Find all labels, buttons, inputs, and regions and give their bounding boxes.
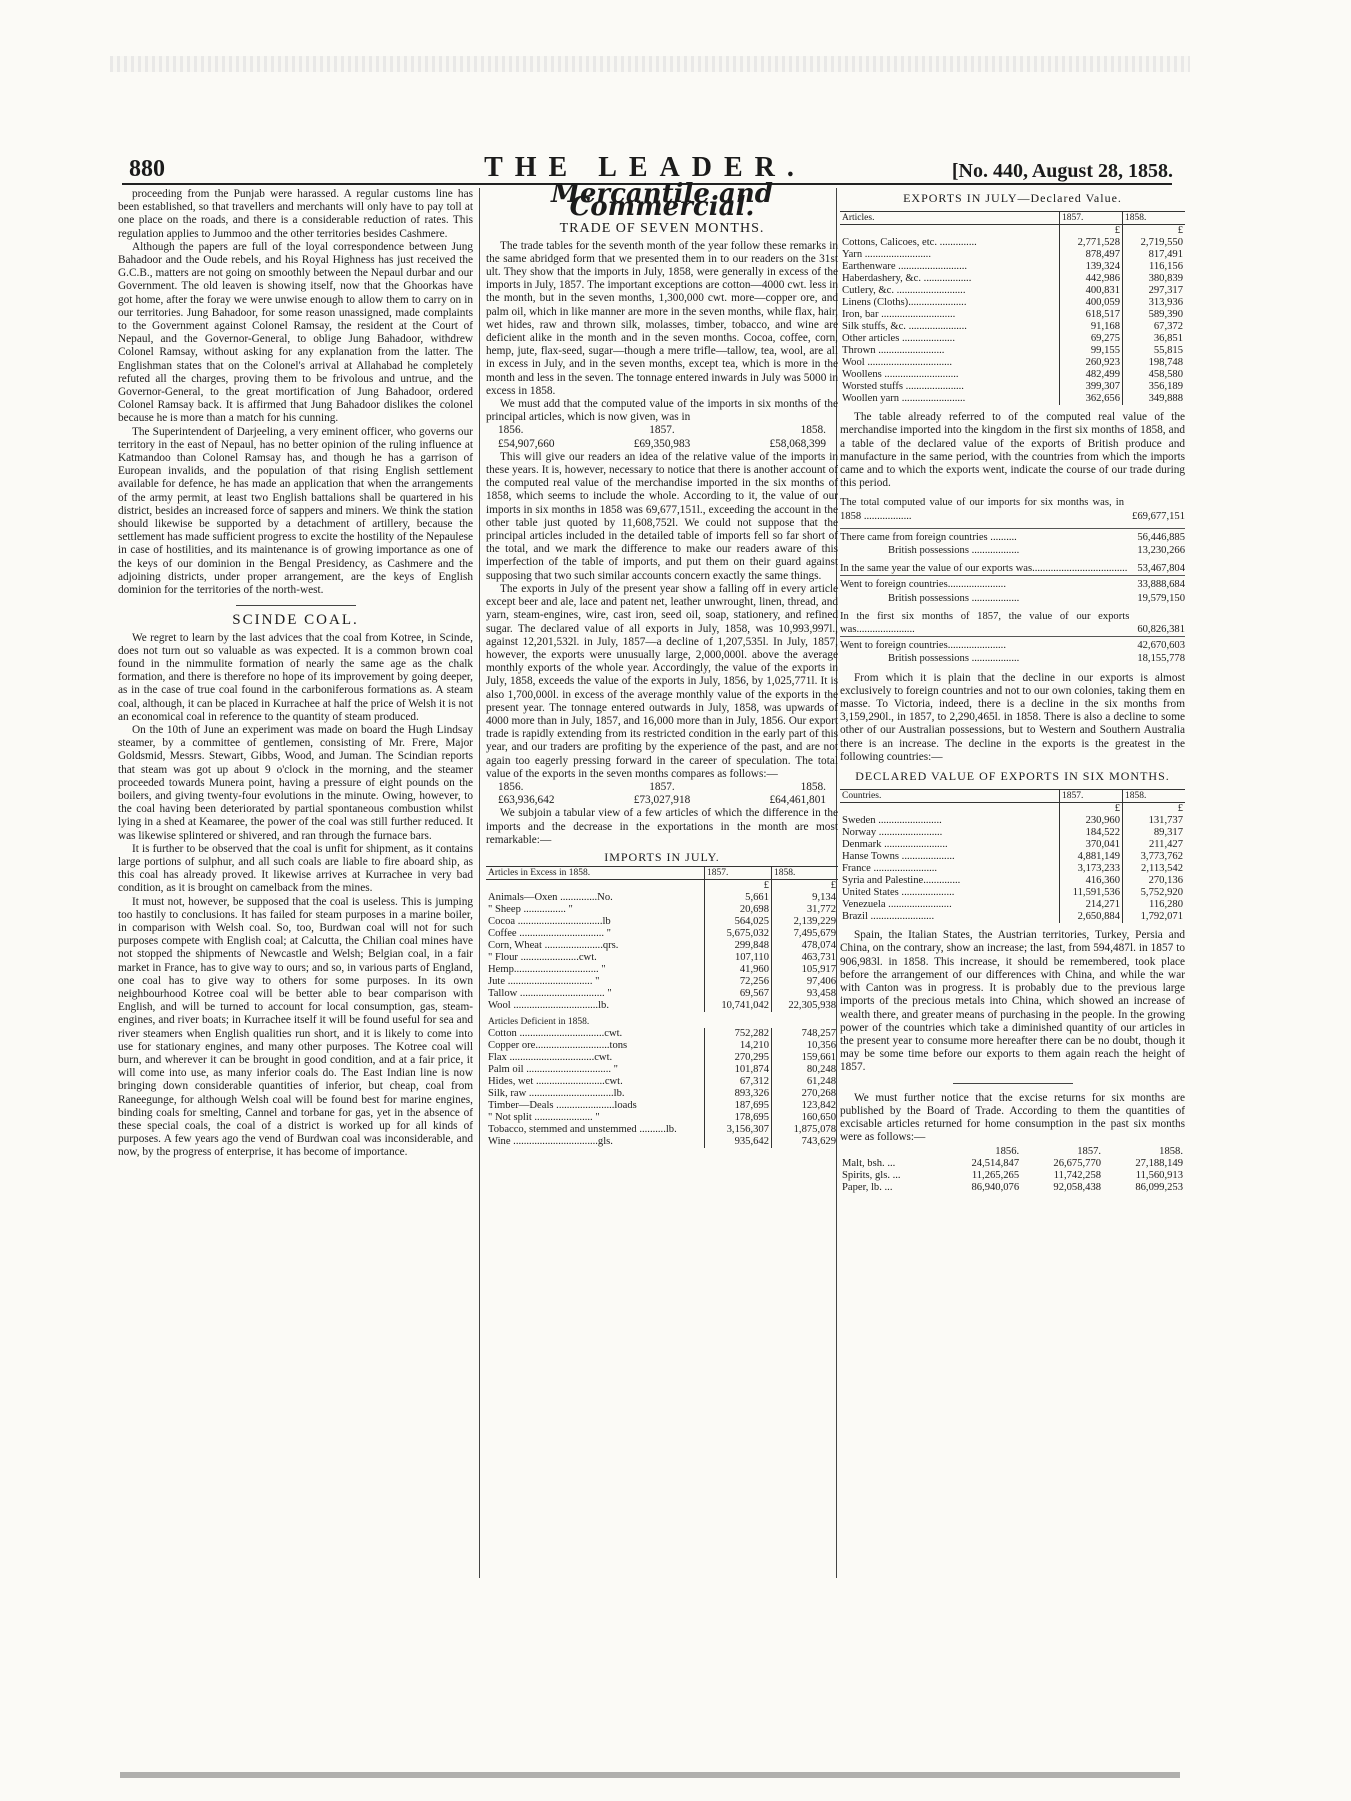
account-value: £69,677,151 [1132,510,1185,522]
row-label: Cutlery, &c. .......................... [842,285,966,297]
table-row [840,357,1185,369]
imports-table-title: IMPORTS IN JULY. [604,849,720,864]
cell-value: 1,875,078 [772,1124,839,1136]
cell-value: 589,390 [1123,309,1186,321]
cell-value: 748,257 [772,1028,839,1040]
table-row [840,369,1185,381]
cell-value: 116,156 [1123,261,1186,273]
cell-value: 80,248 [772,1064,839,1076]
table-row [486,1064,838,1076]
table-row [486,928,838,940]
cell-value: 442,986 [1060,273,1123,285]
excise-table [840,1146,1185,1194]
page-number: 880 [129,156,165,182]
paragraph: The exports in July of the present year show a falling off in every article except beer and ale, lace and patent net, leather unwrought, linen, thread, and yarn, steam-engines, wire, cast iron, seed oil, soap, stationery, and refined sugar. The declared value of all exports in July, 1858, was 10,993,997l., against 12,201,532l. in July, 1857—a decline of 1,207,535l. In July, 1857, however, the exports were unusually large, 2,000,000l. above the average monthly exports of the whole year. Accordingly, the value of the exports in July, 1858, exceeds the value of the exports in July, 1856, by 1,025,771l. It is also 1,700,000l. in excess of the average monthly value of the exports in the present year. The tonnage entered outwards in July, 1858, was upwards of 4000 more than in July, 1857, and 16,000 more than in July, 1856. Our export trade is rapidly extending from its restricted condition in the early part of this year, and our traders are profiting by the experience of the past, and are not again too eagerly pressing forward in the career of speculation. The total value of the exports in the seven months compares as follows:— [486,582,838,780]
row-label: Jute ................................ " [488,976,600,988]
table-row [840,1170,1185,1182]
row-label: Wine ................................gls. [488,1136,613,1148]
table-row [486,964,838,976]
section-separator [953,1083,1073,1084]
cell-value: 178,695 [705,1112,772,1124]
cell-value: 4,881,149 [1060,851,1123,863]
cell-value: 91,168 [1060,321,1123,333]
row-label: Copper ore............................tons [488,1040,628,1052]
cell-value: 893,326 [705,1088,772,1100]
cell-value: 184,522 [1060,827,1123,839]
row-label: Paper, lb. ... [842,1182,893,1194]
table-row [840,309,1185,321]
cell-value: 230,960 [1060,815,1123,827]
cell-value: 11,560,913 [1135,1170,1183,1182]
cell-value: 27,188,149 [1135,1158,1183,1170]
excise-rows [840,1158,1185,1194]
pound-sign: £ [1060,225,1123,238]
table-row [840,237,1185,249]
account-label: British possessions .................. [888,653,1020,665]
row-label: Woollen yarn ........................ [842,393,966,405]
cell-value: 416,360 [1060,875,1123,887]
account-line [840,496,1185,522]
row-label: Coffee ................................ " [488,928,612,940]
value: £63,936,642 [498,794,555,807]
pound-sign: £ [705,880,772,893]
paragraph: We must further notice that the excise returns for six months are published by the Board of Trade. According to them the quantities of excisable articles returned for home consumption in the past six months were as follows:— [840,1091,1185,1144]
cell-value: 817,491 [1123,249,1186,261]
row-label: " Sheep ................ " [488,904,573,916]
table-row [486,952,838,964]
declared-table [840,789,1185,923]
cell-value: 198,748 [1123,357,1186,369]
account-value: 19,579,150 [1137,592,1185,604]
cell-value: 116,280 [1123,899,1186,911]
cell-value: 313,936 [1123,297,1186,309]
table-row [840,815,1185,827]
row-label: Wool ................................lb. [488,1000,609,1012]
cell-value: 362,656 [1060,393,1123,405]
row-label: Hanse Towns .................... [842,851,955,863]
table-row [486,916,838,928]
cell-value: 2,719,550 [1123,237,1186,249]
row-label: Denmark ........................ [842,839,948,851]
table-row [840,1182,1185,1194]
cell-value: 11,265,265 [971,1170,1020,1182]
cell-value: 2,650,884 [1060,911,1123,923]
account-label: Went to foreign countries...................... [840,579,1006,591]
table-row [840,249,1185,261]
cell-value: 482,499 [1060,369,1123,381]
paragraph: We regret to learn by the last advices that the coal from Kotree, in Scinde, does not turn out so valuable as was expected. It is a common brown coal found in the nimmulite formation of nearly the same age as the chalk formation, and there is therefore no hope of its improvement by going deeper, as in the case of true coal found in the carboniferous formations as. A steam coal, although, it can be placed in Kurrachee at half the price of Welsh it is not an economical coal in reference to the quantity of steam produced. [118,631,473,723]
account-label: Went to foreign countries...................... [840,640,1006,652]
table-row [486,1124,838,1136]
cell-value: 92,058,438 [1053,1182,1102,1194]
table-row [486,1000,838,1012]
exports-rows [840,237,1185,405]
table-row [486,1040,838,1052]
pound-sign: £ [1123,225,1186,238]
cell-value: 752,282 [705,1028,772,1040]
cell-value: 400,059 [1060,297,1123,309]
cell-value: 743,629 [772,1136,839,1148]
deficient-subheading: Articles Deficient in 1858. [488,1017,590,1028]
table-header: 1857. [705,867,772,880]
exports-table-title: EXPORTS IN JULY—Declared Value. [903,191,1122,205]
paragraph: We must add that the computed value of the imports in six months of the principal articles, which is now given, was in [486,398,838,424]
table-header: 1857. [1060,790,1123,803]
cell-value: 400,831 [1060,285,1123,297]
year: 1858. [800,780,826,793]
table-row [486,1136,838,1148]
cell-value: 61,248 [772,1076,839,1088]
row-label: Spirits, gls. ... [842,1170,901,1182]
account-value: 18,155,778 [1137,653,1185,665]
table-header: Countries. [840,790,1060,803]
exports-table [840,211,1185,405]
figures-years-exports [486,781,838,794]
paragraph: On the 10th of June an experiment was made on board the Hugh Lindsay steamer, by a committee of gentlemen, consisting of Mr. Frere, Major Goldsmid, Messrs. Stewart, Gibbs, Wood, and Juman. The Scindian reports that steam was got up about 9 o'clock in the morning, and the steamer proceeded towards Munera point, having a pressure of eight pounds on the boilers, and giving twenty-four evolutions in the minute. Owing, however, to the coal having been deteriorated by partial spontaneous combustion whilst lying in a shed at Keamaree, the power of the coal was still further reduced. It was likewise splintered or shivered, and ran through the furnace bars. [118,723,473,842]
newspaper-title: THE LEADER. [484,152,806,183]
paragraph: We subjoin a tabular view of a few articles of which the difference in the imports and the decrease in the exportations in the month are most remarkable:— [486,807,838,846]
row-label: Haberdashery, &c. .................. [842,273,972,285]
cell-value: 3,156,307 [705,1124,772,1136]
trade-heading: TRADE OF SEVEN MONTHS. [559,221,765,237]
issue-info: [No. 440, August 28, 1858. [951,160,1173,182]
paragraph: proceeding from the Punjab were harassed. A regular customs line has been established, so that travellers and merchants will only have to pay toll at one place on the roads, and there is a considerable reduction of rates. This regulation applies to Jummoo and the other territories besides Cashmere. [118,188,473,240]
account-line [840,636,1185,652]
figures-years-imports [486,424,838,437]
paragraph: From which it is plain that the decline in our exports is almost exclusively to foreign countries and not to our own colonies, taking them en masse. To Victoria, indeed, there is a decline in the six months from 3,159,290l., in 1857, to 2,290,465l. in 1858. There is also a decline to some other of our Australian possessions, but to Western and Southern Australia there is an increase. The decline in the exports is the greatest in the following countries:— [840,671,1185,763]
cell-value: 5,752,920 [1123,887,1186,899]
account-value: 56,446,885 [1137,531,1185,543]
scan-artifact-top [110,56,1190,72]
row-label: Tallow ................................ " [488,988,612,1000]
account-value: 13,230,266 [1137,545,1185,557]
account-label: British possessions .................. [888,592,1020,604]
cell-value: 105,917 [772,964,839,976]
row-label: " Not split ...................... " [488,1112,600,1124]
cell-value: 20,698 [705,904,772,916]
table-row [840,911,1185,923]
cell-value: 10,356 [772,1040,839,1052]
cell-value: 26,675,770 [1053,1158,1102,1170]
year: 1858. [800,424,826,437]
table-row [486,1088,838,1100]
row-label: Tobacco, stemmed and unstemmed ..........lb. [488,1124,677,1136]
account-line [840,610,1185,636]
imports-deficient-rows [486,1028,838,1148]
row-label: Flax ................................cwt. [488,1052,613,1064]
table-header: Articles. [840,212,1060,225]
row-label: " Flour ......................cwt. [488,952,597,964]
cell-value: 2,771,528 [1060,237,1123,249]
table-row [486,1052,838,1064]
cell-value: 463,731 [772,952,839,964]
account-line [840,544,1185,557]
cell-value: 5,675,032 [705,928,772,940]
figures-values-exports [486,794,838,807]
cell-value: 67,312 [705,1076,772,1088]
row-label: Syria and Palestine.............. [842,875,961,887]
section-blackletter-title: Mercantile and Commercial. [551,179,773,223]
col1-paragraphs [118,188,473,597]
figures-values-imports [486,438,838,451]
cell-value: 11,591,536 [1060,887,1123,899]
table-header: 1858. [772,867,839,880]
table-row [840,333,1185,345]
paragraph: The table already referred to of the computed real value of the merchandise imported into the kingdom in the first six months of 1858, and a table of the declared value of the exports of British produce and manufacture in the same period, with the countries from which the imports came and to which the exports went, indicate the course of our trade during this period. [840,411,1185,490]
row-label: Woollens ............................ [842,369,959,381]
table-row [840,887,1185,899]
column-divider-1 [479,188,480,1578]
cell-value: 93,458 [772,988,839,1000]
cell-value: 2,139,229 [772,916,839,928]
account-line [840,562,1185,575]
cell-value: 270,268 [772,1088,839,1100]
cell-value: 1,792,071 [1123,911,1186,923]
cell-value: 99,155 [1060,345,1123,357]
row-label: Wool ................................ [842,357,953,369]
paragraph: It is further to be observed that the coal is unfit for shipment, as it contains large portions of sulphur, and all such coals are liable to fire aboard ship, as this coal has already proved. It likewise arrives at Kurrachee in very bad condition, as it is brought on camelback from the mines. [118,842,473,895]
table-row [486,904,838,916]
cell-value: 260,923 [1060,357,1123,369]
cell-value: 123,842 [772,1100,839,1112]
column-2 [486,179,838,1148]
table-header: Articles in Excess in 1858. [486,867,705,880]
year: 1856. [995,1146,1020,1158]
cell-value: 55,815 [1123,345,1186,357]
cell-value: 211,427 [1123,839,1186,851]
value: £58,068,399 [769,437,826,450]
row-label: Animals—Oxen ..............No. [488,892,613,904]
year: 1856. [498,424,524,437]
table-row [840,273,1185,285]
scinde-paragraphs [118,632,473,1160]
cell-value: 9,134 [772,892,839,904]
paragraph: It must not, however, be supposed that the coal is useless. This is jumping too hastily to conclusions. It has failed for steam purposes in a marine boiler, in comparison with Welsh coal. So, too, Burdwan coal will not for such purposes compete with English coal; at Calcutta, the Chilian coal mines have not stopped the shipments of Newcastle and Welsh; Belgian coal, in a fair market in France, has to give way to ours; and so, in various parts of England, one coal has to give way to others for some purposes. In its own neighbourhood Kotree coal will be better able to bear comparison with English, and will be turned to account for local consumption, gas, steam-engines, and river boats; in Kurrachee itself it will be found useful for sea and river steamers when English qualities run short, and it is likely to come into use for stationary engines, and many other purposes. The Kotree coal will burn, and wherever it can be brought in good condition, and at a fair price, it will come into use, as many inferior coals do. The East Indian line is now bringing down considerable quantities of inferior, but cheap, coal from Raneegunge, for although Welsh coal will be found best for marine engines, binding coals for smelting, Cannel and torbane for gas, yet in the absence of these special coals, the coal of a district is worked up for all kinds of purposes. A few years ago the vend of Burdwan coal was inconsiderable, and now, by the progress of enterprise, it has become of importance. [118,895,473,1159]
table-row [840,345,1185,357]
row-label: Silk, raw ................................lb. [488,1088,625,1100]
table-row [840,297,1185,309]
cell-value: 478,074 [772,940,839,952]
cell-value: 399,307 [1060,381,1123,393]
row-label: Palm oil ................................ " [488,1064,618,1076]
cell-value: 380,839 [1123,273,1186,285]
pound-sign: £ [1123,803,1186,816]
table-row [840,381,1185,393]
paragraph: The trade tables for the seventh month of the year follow these remarks in the same abridged form that we presented them in to our readers on the 31st ult. They show that the imports in July, 1858, were generally in excess of the imports in July, 1857. The important exceptions are cotton—4000 cwt. less in the month, but in the seven months, 1,300,000 cwt. more—copper ore, and palm oil, which in like manner are more in the seven months, while flax, hair, wet hides, raw and thrown silk, molasses, timber, tobacco, and wine are deficient alike in the month and in the seven months. Cocoa, coffee, corn, hemp, jute, flax-seed, sugar—though a mere trifle—tallow, tea, wool, are all in excess in July, and in the seven months, except tea, which is more in the month and less in the seven. The tonnage entered inwards in July was 5000 in excess in 1858. [486,239,838,397]
year: 1857. [1077,1146,1102,1158]
imports-table [486,866,838,1148]
account-value: 42,670,603 [1137,640,1185,652]
table-row [840,321,1185,333]
table-row [840,261,1185,273]
row-label: Cotton ................................cwt. [488,1028,623,1040]
cell-value: 69,275 [1060,333,1123,345]
cell-value: 69,567 [705,988,772,1000]
table-row [486,1112,838,1124]
declared-rows [840,815,1185,923]
scinde-coal-heading: SCINDE COAL. [232,612,359,629]
cell-value: 160,650 [772,1112,839,1124]
paragraph: Although the papers are full of the loyal correspondence between Jung Bahadoor and the Oude rebels, and his Royal Highness has just received the G.C.B., matters are not going on smoothly between the Nepaul durbar and our Government. The old leaven is showing itself, now that the Ghoorkas have got home, after the foray we were unwise enough to allow them to carry on in our territories. Jung Bahadoor, for some reason unassigned, made complaints to the Government against Colonel Ramsay, the resident at the Court of Nepaul, and the Governor-General, to oblige Jung Bahadoor, withdrew Colonel Ramsay, without asking for any explanation from the latter. The Englishman states that on the Colonel's arrival at Allahabad he completely refuted all the charges, proving them to be frivolous and untrue, and the Governor-General, to the great mortification of Jung Bahadoor, ordered Colonel Ramsay back. It is affirmed that Jung Bahadoor dislikes the colonel because he is more than a match for his cunning. [118,240,473,425]
column-3 [840,188,1185,1194]
account-line [840,652,1185,665]
cell-value: 356,189 [1123,381,1186,393]
account-label: In the first six months of 1857, the value of our exports was...................... [840,610,1130,636]
table-row [840,863,1185,875]
cell-value: 297,317 [1123,285,1186,297]
value: £64,461,801 [769,794,826,807]
row-label: Yarn ......................... [842,249,931,261]
accounts-list [840,496,1185,665]
value: £69,350,983 [633,437,691,450]
cell-value: 86,940,076 [971,1182,1020,1194]
table-row [486,1100,838,1112]
value: £54,907,660 [498,437,555,450]
row-label: Brazil ........................ [842,911,935,923]
cell-value: 564,025 [705,916,772,928]
cell-value: 878,497 [1060,249,1123,261]
cell-value: 935,642 [705,1136,772,1148]
scan-artifact-bottom [120,1772,1180,1778]
account-line [840,592,1185,605]
table-row [840,839,1185,851]
cell-value: 101,874 [705,1064,772,1076]
row-label: Earthenware .......................... [842,261,968,273]
cell-value: 86,099,253 [1135,1182,1183,1194]
account-line [840,528,1185,544]
row-label: France ........................ [842,863,938,875]
table-row [840,285,1185,297]
table-row [486,976,838,988]
cell-value: 270,136 [1123,875,1186,887]
account-label: British possessions .................. [888,545,1020,557]
row-label: Cocoa ................................lb [488,916,611,928]
row-label: Hides, wet ..........................cwt. [488,1076,623,1088]
account-value: 60,826,381 [1137,624,1185,636]
cell-value: 5,661 [705,892,772,904]
cell-value: 187,695 [705,1100,772,1112]
table-row [486,892,838,904]
table-row [486,988,838,1000]
cell-value: 22,305,938 [772,1000,839,1012]
cell-value: 270,295 [705,1052,772,1064]
table-row [840,899,1185,911]
account-value: 53,467,804 [1137,563,1185,575]
cell-value: 31,772 [772,904,839,916]
cell-value: 41,960 [705,964,772,976]
cell-value: 299,848 [705,940,772,952]
pound-sign: £ [1060,803,1123,816]
cell-value: 370,041 [1060,839,1123,851]
account-label: The total computed value of our imports for six months was, in 1858 .................. [840,497,1125,522]
table-row [486,940,838,952]
column-1 [118,188,473,1160]
row-label: Timber—Deals ......................loads [488,1100,637,1112]
cell-value: 7,495,679 [772,928,839,940]
account-value: 33,888,684 [1137,579,1185,591]
row-label: Malt, bsh. ... [842,1158,896,1170]
cell-value: 24,514,847 [971,1158,1020,1170]
row-label: Thrown ......................... [842,345,945,357]
year: 1857. [649,780,675,793]
year: 1857. [649,424,675,437]
cell-value: 349,888 [1123,393,1186,405]
cell-value: 458,580 [1123,369,1186,381]
table-row [840,393,1185,405]
row-label: Worsted stuffs ...................... [842,381,964,393]
cell-value: 107,110 [705,952,772,964]
cell-value: 89,317 [1123,827,1186,839]
cell-value: 97,406 [772,976,839,988]
cell-value: 2,113,542 [1123,863,1186,875]
row-label: Hemp................................ " [488,964,606,976]
table-row [840,827,1185,839]
account-line [840,575,1185,591]
row-label: United States .................... [842,887,955,899]
cell-value: 67,372 [1123,321,1186,333]
row-label: Sweden ........................ [842,815,942,827]
section-separator [236,605,356,606]
cell-value: 139,324 [1060,261,1123,273]
table-header: 1857. [1060,212,1123,225]
row-label: Iron, bar ............................ [842,309,956,321]
table-row [840,851,1185,863]
row-label: Silk stuffs, &c. ...................... [842,321,967,333]
value: £73,027,918 [633,794,691,807]
cell-value: 131,737 [1123,815,1186,827]
table-row [486,1028,838,1040]
row-label: Norway ........................ [842,827,943,839]
account-label: In the same year the value of our exports was.................................... [840,563,1128,575]
row-label: Other articles .................... [842,333,955,345]
cell-value: 3,173,233 [1060,863,1123,875]
cell-value: 14,210 [705,1040,772,1052]
row-label: Corn, Wheat ......................qrs. [488,940,619,952]
pound-sign: £ [772,880,839,893]
cell-value: 618,517 [1060,309,1123,321]
table-header: 1858. [1123,212,1186,225]
year: 1858. [1159,1146,1183,1158]
paragraph: Spain, the Italian States, the Austrian territories, Turkey, Persia and China, on the contrary, show an increase; the last, from 594,487l. in 1857 to 906,983l. in 1858. This increase, it should be remembered, took place before the arrangement of our differences with China, and while the war with Canton was in progress. It is probably due to the previous large imports of the precious metals into China, which showed an increase of wealth there, and greater means of purchasing in the people. In the growing power of the countries which take a diminished quantity of our articles in the present year to consume more hereafter there can be no doubt, though it may be some time before our exports to them again reach the height of 1857. [840,929,1185,1074]
cell-value: 214,271 [1060,899,1123,911]
cell-value: 11,742,258 [1053,1170,1102,1182]
table-header: 1858. [1123,790,1186,803]
year: 1856. [498,780,524,793]
table-row [486,1076,838,1088]
cell-value: 10,741,042 [705,1000,772,1012]
declared-table-title: DECLARED VALUE OF EXPORTS IN SIX MONTHS. [855,769,1170,784]
cell-value: 36,851 [1123,333,1186,345]
table-row [840,1158,1185,1170]
row-label: Venezuela ........................ [842,899,952,911]
cell-value: 159,661 [772,1052,839,1064]
row-label: Linens (Cloths)...................... [842,297,967,309]
row-label: Cottons, Calicoes, etc. .............. [842,237,977,249]
imports-excess-rows [486,892,838,1012]
table-row [840,875,1185,887]
cell-value: 72,256 [705,976,772,988]
account-label: There came from foreign countries .......... [840,531,1017,543]
paragraph: This will give our readers an idea of the relative value of the imports in these years. It is, however, necessary to notice that there is another account of the computed real value of the merchandise imported in the six months of 1858, which seems to include the whole. According to it, the value of our imports in six months in 1858 was 69,677,151l., exceeding the account in the other table just quoted by 11,608,752l. We could not suppose that the principal articles included in the detailed table of imports fell so far short of the total, and we mark the difference to make our readers aware of this imperfection of the table of imports, and put them on their guard against supposing that two such similar accounts concern exactly the same things. [486,450,838,582]
cell-value: 3,773,762 [1123,851,1186,863]
paragraph: The Superintendent of Darjeeling, a very eminent officer, who governs our territory in the east of Nepaul, has no better opinion of the ruling influence at Katmandoo than Colonel Ramsay has, and though he has a garrison of European invalids, and the population of that rising English settlement available for defence, he has made an application that when the arrangements of the army permit, at least two English battalions shall be quartered in his district, besides an increased force of sappers and miners. We think the station should likewise be supported by a detachment of artillery, because the settlement has made sufficient progress to excite the hostility of the Nepaulese in case of hostilities, and its maintenance is of growing importance as one of the keys of our dominion in the Bengal Presidency, as Cashmere and the adjoining districts, under proper arrangement, are the keys of English dominion for the territories of the north-west. [118,425,473,597]
